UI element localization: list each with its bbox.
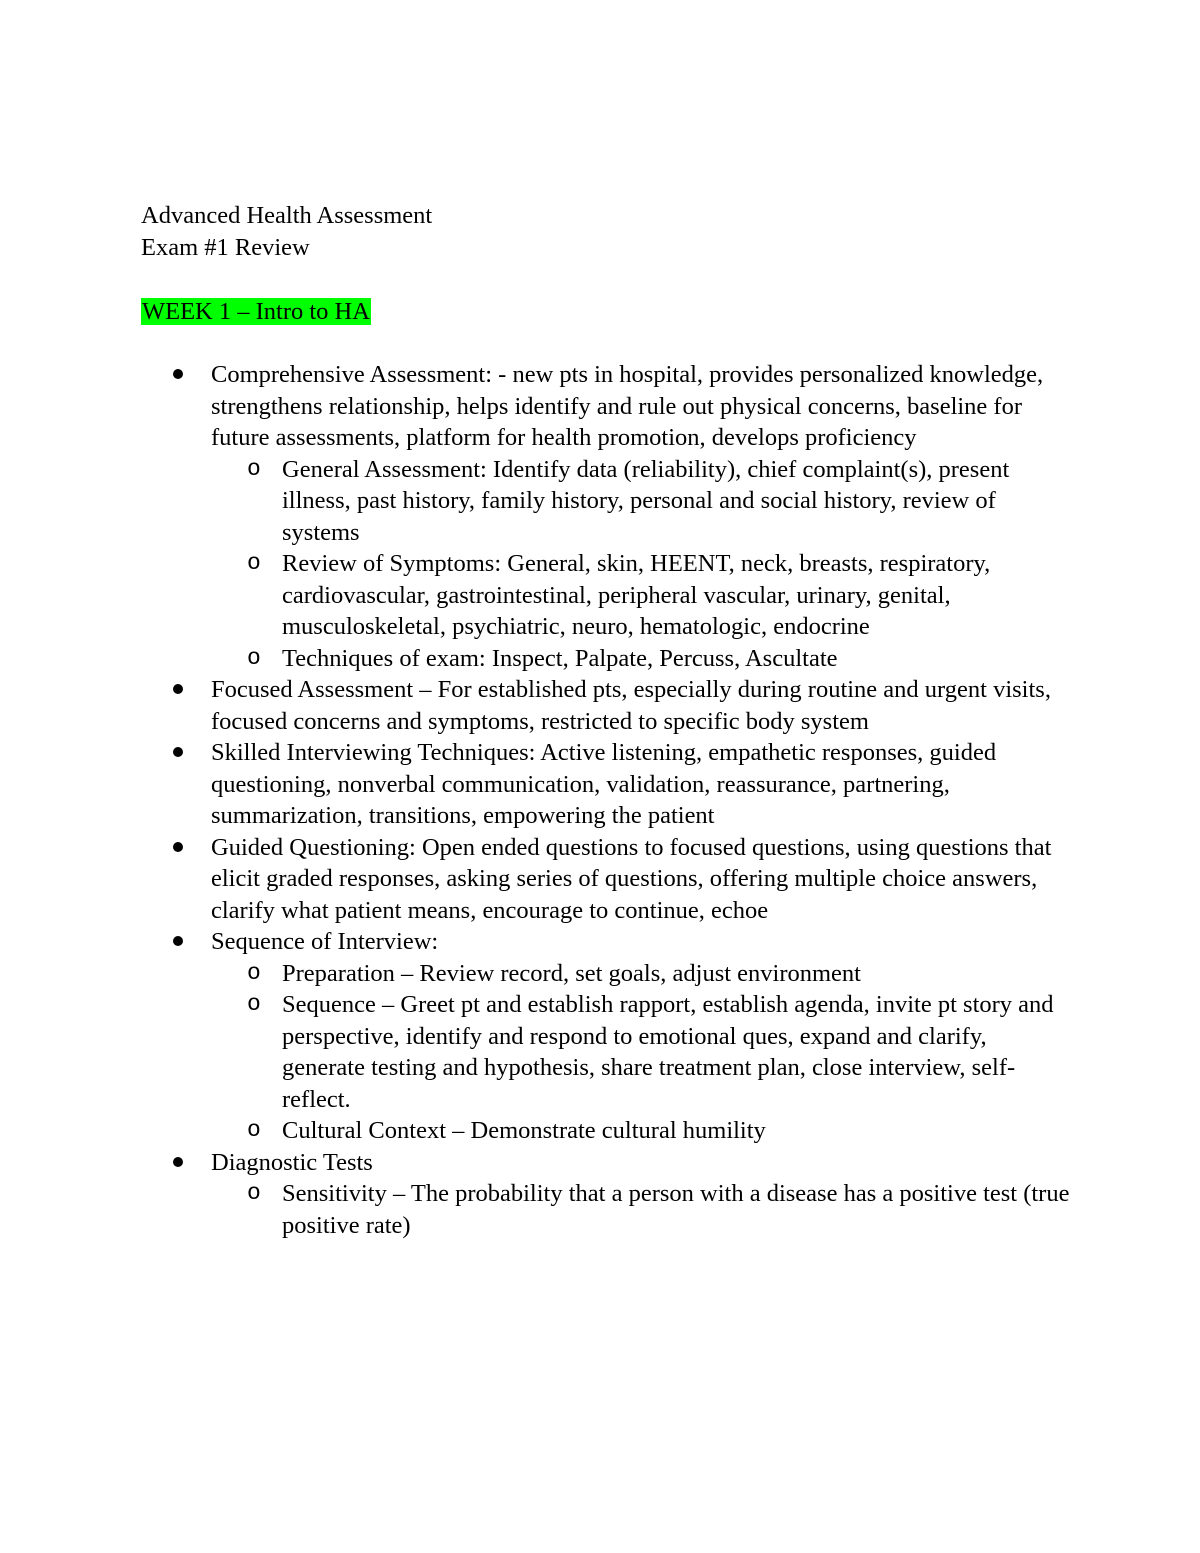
title-block xyxy=(141,200,432,263)
sub-list-item xyxy=(211,548,1071,643)
sub-list-item xyxy=(211,643,1071,675)
sub-bullet-icon: o xyxy=(247,644,261,671)
list-item-text: Diagnostic Tests xyxy=(211,1148,373,1176)
notes-content xyxy=(141,359,1071,1241)
sub-bullet-list xyxy=(211,454,1071,675)
sub-list-item xyxy=(211,1178,1071,1241)
sub-bullet-icon: o xyxy=(247,550,261,576)
sub-list-item-text: Techniques of exam: Inspect, Palpate, Percuss, Ascultate xyxy=(282,644,838,672)
bullet-icon xyxy=(173,936,183,946)
bullet-icon xyxy=(173,747,183,757)
sub-bullet-icon: o xyxy=(247,1180,261,1206)
highlighted-heading-text: WEEK 1 – Intro to HA xyxy=(142,298,370,325)
list-item-text: Guided Questioning: Open ended questions to focused questions, using questions that elicit graded responses, asking series of questions, offering multiple choice answers, clarify what patient means, encourage to continue, echoe xyxy=(211,833,1052,924)
document-title: Advanced Health Assessment xyxy=(141,202,433,229)
sub-bullet-icon: o xyxy=(247,959,261,986)
list-item-text: Comprehensive Assessment: - new pts in hospital, provides personalized knowledge, strengthens relationship, helps identify and rule out physical concerns, baseline for future assessments, platform for health promotion, develops proficiency xyxy=(211,361,1044,451)
sub-list-item-text: Cultural Context – Demonstrate cultural humility xyxy=(282,1117,766,1144)
sub-list-item-text: Preparation – Review record, set goals, adjust environment xyxy=(282,959,861,987)
sub-list-item xyxy=(211,958,1071,990)
sub-bullet-icon: o xyxy=(247,1117,261,1143)
bullet-icon xyxy=(173,369,183,379)
sub-list-item-text: Sequence – Greet pt and establish rapport, establish agenda, invite pt story and perspective, identify and respond to emotional ques, expand and clarify, generate testing and hypothesis, share treatment plan, close interview, self-reflect. xyxy=(282,991,1054,1113)
list-item xyxy=(141,674,1071,737)
document-subtitle: Exam #1 Review xyxy=(141,233,310,261)
sub-list-item xyxy=(211,989,1071,1115)
sub-list-item-text: Sensitivity – The probability that a person with a disease has a positive test (true positive rate) xyxy=(282,1180,1070,1239)
list-item xyxy=(141,832,1071,927)
list-item xyxy=(141,926,1071,1147)
sub-list-item xyxy=(211,1115,1071,1147)
sub-bullet-icon: o xyxy=(247,991,261,1017)
list-item-text: Focused Assessment – For established pts, especially during routine and urgent visits, focused concerns and symptoms, restricted to specific body system xyxy=(211,676,1051,735)
list-item-text: Sequence of Interview: xyxy=(211,928,439,955)
sub-bullet-list xyxy=(211,958,1071,1147)
section-heading xyxy=(141,296,371,328)
bullet-list xyxy=(141,359,1071,1241)
bullet-icon xyxy=(173,842,183,852)
list-item-text: Skilled Interviewing Techniques: Active listening, empathetic responses, guided questioning, nonverbal communication, validation, reassurance, partnering, summarization, transitions, empowering the patient xyxy=(211,739,997,829)
bullet-icon xyxy=(173,1157,183,1167)
sub-bullet-icon: o xyxy=(247,455,261,482)
list-item xyxy=(141,359,1071,674)
sub-list-item-text: Review of Symptoms: General, skin, HEENT, neck, breasts, respiratory, cardiovascular, gastrointestinal, peripheral vascular, urinary, genital, musculoskeletal, psychiatric, neuro, hematologic, endocrine xyxy=(282,550,991,640)
list-item xyxy=(141,1147,1071,1242)
bullet-icon xyxy=(173,684,183,694)
sub-list-item-text: General Assessment: Identify data (reliability), chief complaint(s), present illness, past history, family history, personal and social history, review of systems xyxy=(282,455,1010,546)
sub-bullet-list xyxy=(211,1178,1071,1241)
sub-list-item xyxy=(211,454,1071,549)
list-item xyxy=(141,737,1071,832)
